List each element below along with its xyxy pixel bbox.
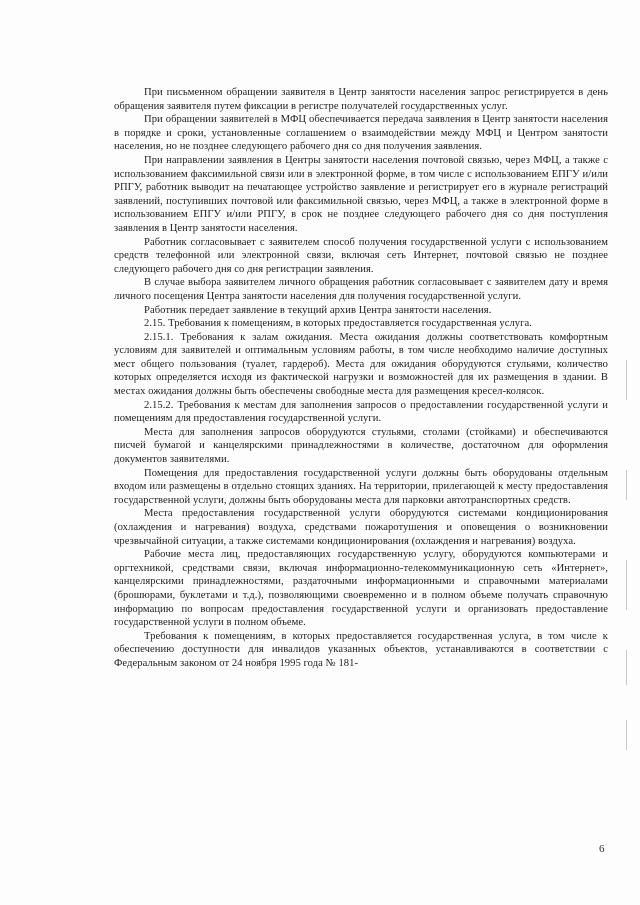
scan-artifact bbox=[626, 470, 627, 500]
page-number: 6 bbox=[599, 843, 605, 855]
paragraph: Помещения для предоставления государственной услуги должны быть оборудованы отдельным входом или размещены в отдельно стоящих зданиях. На территории, прилегающей к месту предоставления государственной услуги, должны быть оборудованы места для парковки автотранспортных средств. bbox=[114, 467, 608, 506]
subsection-paragraph: 2.15.2. Требования к местам для заполнения запросов о предоставлении государственной услуги и помещениям для предоставления государственной услуги. bbox=[114, 399, 608, 425]
subsection-paragraph: 2.15.1. Требования к залам ожидания. Места ожидания должны соответствовать комфортным условиям для заявителей и оптимальным условиям работы, в том числе необходимо наличие доступных мест общего пользования (туалет, гардероб). Места для ожидания оборудуются стульями, количество которых определяется исходя из фактической нагрузки и возможностей для их размещения в здании. В местах ожидания должны быть обеспечены свободные места для размещения кресел-колясок. bbox=[114, 331, 608, 398]
paragraph: В случае выбора заявителем личного обращения работник согласовывает с заявителем дату и время личного посещения Центра занятости населения для получения государственной услуги. bbox=[114, 277, 608, 302]
scan-artifact bbox=[626, 360, 627, 400]
paragraph: Работник согласовывает с заявителем способ получения государственной услуги с использованием средств телефонной или электронной связи, включая сеть Интернет, почтовой связью не позднее следующего рабочего дня со дня регистрации заявления. bbox=[114, 236, 608, 275]
scan-artifact bbox=[626, 720, 627, 750]
document-body bbox=[114, 86, 608, 671]
paragraph: Рабочие места лиц, предоставляющих государственную услугу, оборудуются компьютерами и оргтехникой, средствами связи, включая информационно-телекоммуникационную сеть «Интернет», канцелярскими принадлежностями, раздаточными информационными и справочными материалами (брошюрами, буклетами и т.д.), позволяющими своевременно и в полном объеме получать справочную информацию по вопросам предоставления государственной услуги и организовать предоставление государственной услуги в полном объеме. bbox=[114, 549, 608, 629]
paragraph: При направлении заявления в Центры занятости населения почтовой связью, через МФЦ, а также с использованием факсимильной связи или в электронной форме, в том числе с использованием ЕПГУ и/или РПГУ, работник выводит на печатающее устройство заявление и регистрирует его в журнале регистраций заявлений, поступивших почтовой или факсимильной связью, через МФЦ, а также в электронной форме в использованием ЕПГУ и/или РПГУ, в срок не позднее следующего рабочего дня со дня поступления заявления в Центр занятости населения. bbox=[114, 154, 608, 234]
scan-artifact bbox=[626, 650, 627, 685]
paragraph: При обращении заявителей в МФЦ обеспечивается передача заявления в Центр занятости населения в порядке и сроки, установленные соглашением о взаимодействии между МФЦ и Центром занятости населения, но не позднее следующего рабочего дня со дня получения заявления. bbox=[114, 114, 608, 153]
paragraph: Требования к помещениям, в которых предоставляется государственная услуга, в том числе к обеспечению доступности для инвалидов указанных объектов, устанавливаются в соответствии с Федеральным законом от 24 ноября 1995 года № 181- bbox=[114, 630, 608, 669]
paragraph: Работник передает заявление в текущий архив Центра занятости населения. bbox=[144, 304, 492, 316]
section-heading: 2.15. Требования к помещениям, в которых предоставляется государственная услуга. bbox=[144, 318, 532, 330]
paragraph: При письменном обращении заявителя в Центр занятости населения запрос регистрируется в день обращения заявителя путем фиксации в регистре получателей государственных услуг. bbox=[114, 87, 608, 112]
scan-artifact bbox=[626, 560, 627, 610]
paragraph: Места для заполнения запросов оборудуются стульями, столами (стойками) и обеспечиваются писчей бумагой и канцелярскими принадлежностями в количестве, достаточном для оформления документов заявителями. bbox=[114, 426, 608, 466]
paragraph: Места предоставления государственной услуги оборудуются системами кондиционирования (охлаждения и нагревания) воздуха, средствами пожаротушения и оповещения о возникновении чрезвычайной ситуации, а также системами кондиционирования (охлаждения и нагревания) воздуха. bbox=[114, 508, 608, 547]
